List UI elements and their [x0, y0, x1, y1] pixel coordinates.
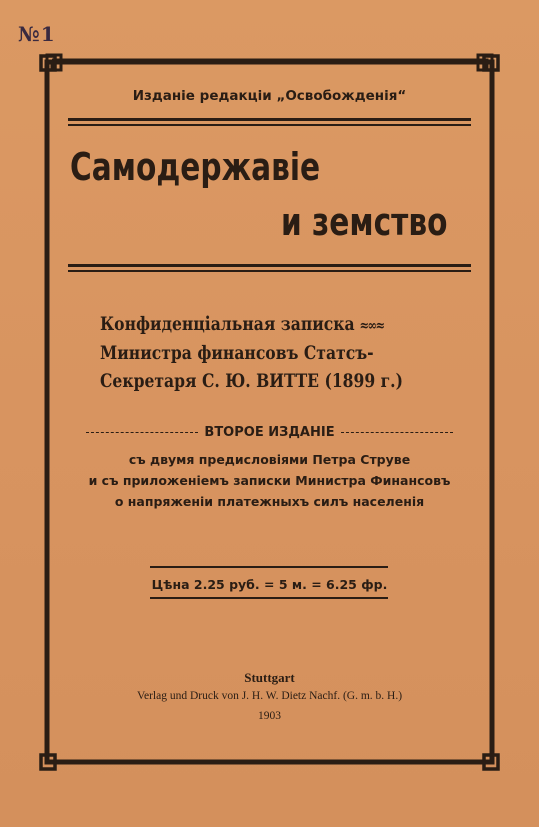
edition-line-2: и съ приложеніемъ записки Министра Финансовъ — [88, 473, 451, 488]
memo-line-1-text: Конфиденціальная записка — [100, 313, 355, 335]
price: Цѣна 2.25 руб. = 5 м. = 6.25 фр. — [151, 577, 388, 592]
memo-line-1 — [100, 313, 384, 335]
edition-line-3: о напряженіи платежныхъ силъ населенія — [114, 494, 425, 509]
memo-line-2: Министра финансовъ Статсъ- — [100, 342, 374, 364]
edition-row — [0, 425, 539, 440]
imprint-year: 1903 — [258, 710, 281, 722]
rule-price-bottom — [150, 597, 388, 599]
dotted-rule-left — [86, 432, 198, 433]
rule-title-a — [68, 264, 471, 267]
rule-top-b — [68, 124, 471, 126]
rule-top-a — [68, 118, 471, 121]
catalog-number: №1 — [18, 22, 56, 46]
rule-price-top — [150, 566, 388, 568]
title-line-2: и земство — [280, 200, 447, 244]
dotted-rule-right — [341, 432, 453, 433]
memo-line-3: Секретаря С. Ю. ВИТТЕ (1899 г.) — [100, 370, 403, 392]
ornament-icon: ≈∞≈ — [359, 318, 384, 334]
publisher-line: Изданіе редакціи „Освобожденія“ — [132, 88, 407, 104]
title-line-1: Самодержавіе — [70, 145, 321, 189]
edition-line-1: съ двумя предисловіями Петра Струве — [128, 452, 411, 467]
imprint-publisher: Verlag und Druck von J. H. W. Dietz Nachf. (G. m. b. H.) — [136, 690, 403, 702]
imprint-city: Stuttgart — [244, 670, 295, 685]
edition-label: ВТОРОЕ ИЗДАНІЕ — [204, 425, 335, 440]
rule-title-b — [68, 270, 471, 272]
